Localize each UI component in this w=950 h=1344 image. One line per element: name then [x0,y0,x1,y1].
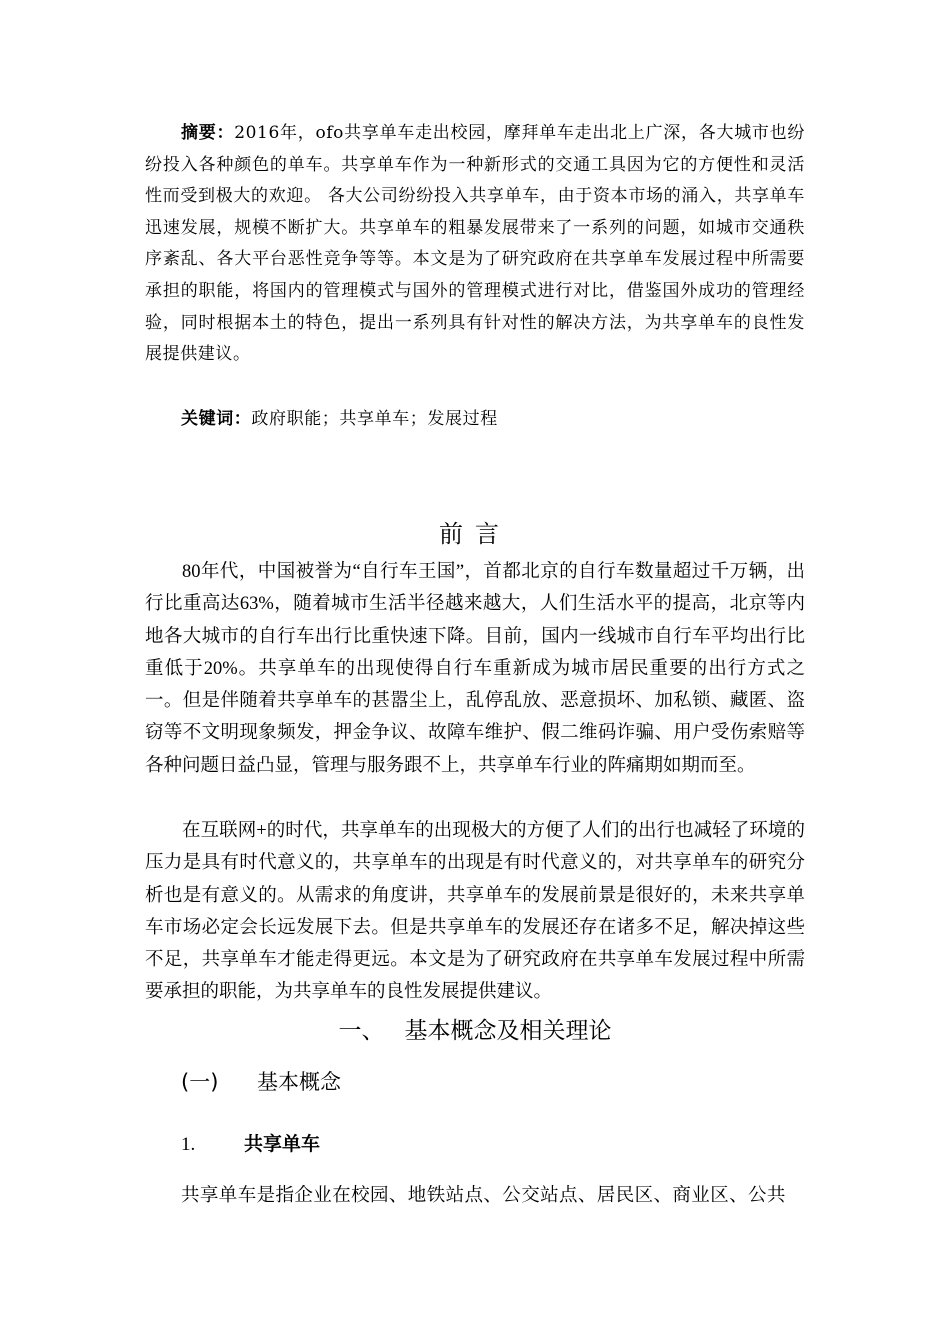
keywords-line [181,404,801,434]
item-1-paragraph: 共享单车是指企业在校园、地铁站点、公交站点、居民区、商业区、公共 [181,1186,786,1206]
keywords-text: 政府职能；共享单车；发展过程 [251,409,498,429]
abstract-label: 摘要： [181,123,235,143]
section-1-heading [0,1012,950,1045]
subsection-1-heading [181,1066,341,1096]
section-1-number: 一、 [338,1018,385,1044]
subsection-1-title: 基本概念 [257,1070,341,1094]
preface-paragraph-2: 在互联网+的时代，共享单车的出现极大的方便了人们的出行也减轻了环境的压力是具有时代意义的，共享单车的出现是有时代意义的，对共享单车的研究分析也是有意义的。从需求的角度讲，共享单车的发展前景是很好的，未来共享单车市场必定会长远发展下去。但是共享单车的发展还存在诸多不足，解决掉这些不足，共享单车才能走得更远。本文是为了研究政府在共享单车发展过程中所需要承担的职能，为共享单车的良性发展提供建议。 [145,821,805,1003]
preface-heading: 前言 [439,520,511,548]
keywords-label: 关键词： [181,409,252,429]
item-1-title: 共享单车 [244,1133,321,1155]
abstract-paragraph [145,118,805,371]
abstract-text: 2016年，ofo共享单车走出校园，摩拜单车走出北上广深，各大城市也纷纷投入各种颜色的单车。共享单车作为一种新形式的交通工具因为它的方便性和灵活性而受到极大的欢迎。 各大公司纷纷投入共享单车，由于资本市场的涌入，共享单车迅速发展，规模不断扩大。共享单车的粗暴发展带来了一系列的问题，如城市交通秩序紊乱、各大平台恶性竞争等等。本文是为了研究政府在共享单车发展过程中所需要承担的职能，将国内的管理模式与国外的管理模式进行对比，借鉴国外成功的管理经验，同时根据本土的特色，提出一系列具有针对性的解决方法，为共享单车的良性发展提供建议。 [145,123,805,365]
section-1-title: 基本概念及相关理论 [404,1018,612,1044]
preface-paragraph-1: 80年代，中国被誉为“自行车王国”，首都北京的自行车数量超过千万辆，出行比重高达63%，随着城市生活半径越来越大，人们生活水平的提高，北京等内地各大城市的自行车出行比重快速下降。目前，国内一线城市自行车平均出行比重低于20%。共享单车的出现使得自行车重新成为城市居民重要的出行方式之一。但是伴随着共享单车的甚嚣尘上，乱停乱放、恶意损坏、加私锁、藏匿、盗窃等不文明现象频发，押金争议、故障车维护、假二维码诈骗、用户受伤索赔等各种问题日益凸显，管理与服务跟不上，共享单车行业的阵痛期如期而至。 [145,562,805,776]
item-1-heading [181,1129,320,1156]
subsection-1-number: (一) [181,1070,219,1094]
item-1-number: 1. [181,1134,196,1155]
